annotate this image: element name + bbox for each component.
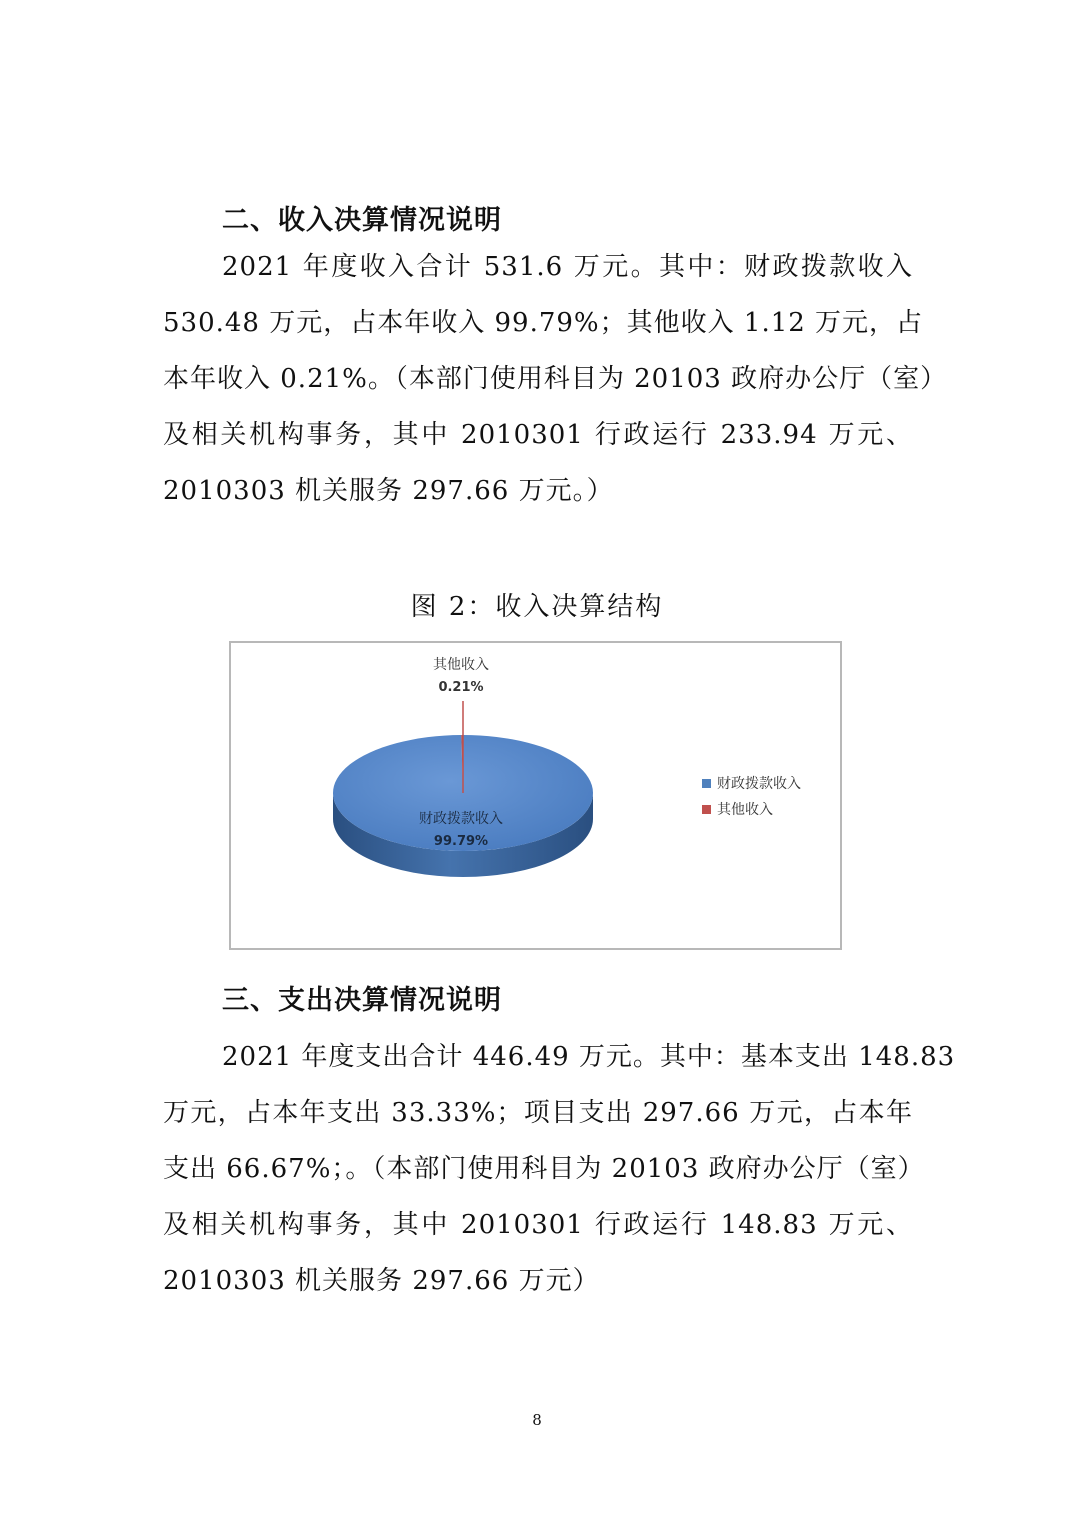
paragraph-line: 2010303 机关服务 297.66 万元） [163, 1266, 600, 1296]
section3-heading: 三、支出决算情况说明 [222, 985, 502, 1016]
pie-chart [229, 641, 842, 950]
paragraph-line: 万元，占本年支出 33.33%；项目支出 297.66 万元，占本年 [163, 1098, 913, 1128]
slice-label-other-value: 0.21% [438, 680, 484, 695]
slice-label-main-name: 财政拨款收入 [419, 811, 503, 827]
legend-label-main: 财政拨款收入 [717, 776, 801, 792]
legend-label-other: 其他收入 [717, 802, 773, 818]
paragraph-line: 及相关机构事务，其中 2010301 行政运行 148.83 万元、 [163, 1210, 913, 1240]
pie-chart-svg [231, 643, 842, 950]
paragraph-line: 本年收入 0.21%。（本部门使用科目为 20103 政府办公厅（室） [163, 364, 948, 394]
legend-swatch-other [702, 805, 711, 814]
slice-label-other-name: 其他收入 [433, 657, 489, 673]
slice-label-main-value: 99.79% [433, 834, 489, 849]
section2-heading: 二、收入决算情况说明 [222, 205, 502, 236]
paragraph-line: 2010303 机关服务 297.66 万元。） [163, 476, 614, 506]
paragraph-line: 2021 年度支出合计 446.49 万元。其中：基本支出 148.83 [222, 1042, 956, 1072]
paragraph-line: 2021 年度收入合计 531.6 万元。其中：财政拨款收入 [222, 252, 913, 282]
page-number: 8 [532, 1411, 542, 1429]
legend-swatch-main [702, 779, 711, 788]
paragraph-line: 及相关机构事务，其中 2010301 行政运行 233.94 万元、 [163, 420, 913, 450]
paragraph-line: 530.48 万元，占本年收入 99.79%；其他收入 1.12 万元，占 [163, 308, 924, 338]
figure-caption: 图 2：收入决算结构 [410, 592, 664, 622]
paragraph-line: 支出 66.67%；。（本部门使用科目为 20103 政府办公厅（室） [163, 1154, 925, 1184]
